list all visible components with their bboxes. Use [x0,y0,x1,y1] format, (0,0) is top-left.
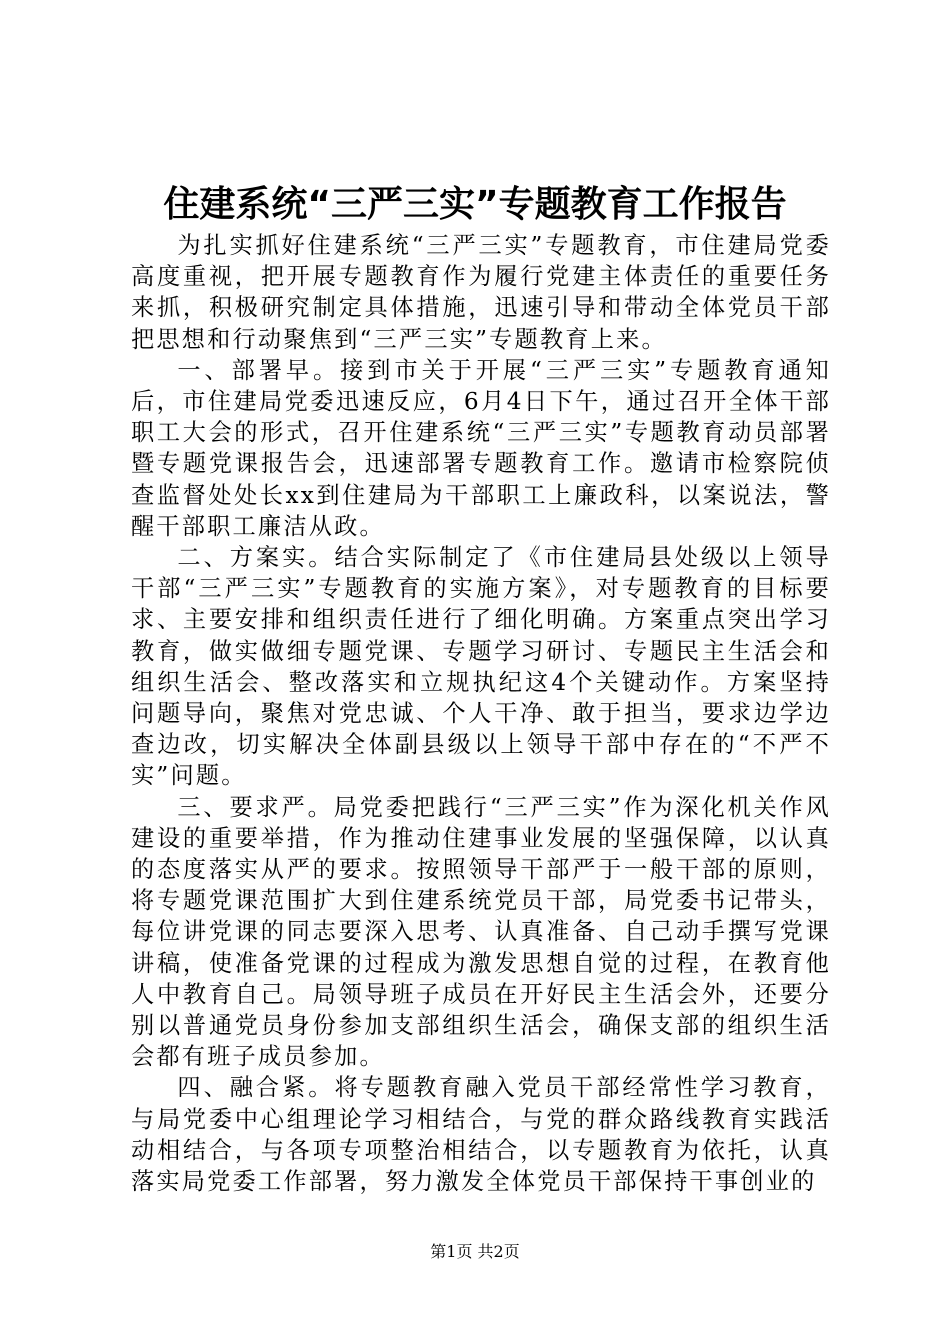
document-title: 住建系统“三严三实”专题教育工作报告 [163,184,787,225]
paragraph-section-2: 二、方案实。结合实际制定了《市住建局县处级以上领导干部“三严三实”专题教育的实施方案》，对专题教育的目标要求、主要安排和组织责任进行了细化明确。方案重点突出学习教育，做实做细专题党课、专题学习研讨、专题民主生活会和组织生活会、整改落实和立规执纪这4个关键动作。方案坚持问题导向，聚焦对党忠诚、个人干净、敢于担当，要求边学边查边改，切实解决全体副县级以上领导干部中存在的“不严不实”问题。 [131,544,831,790]
paragraph-section-4: 四、融合紧。将专题教育融入党员干部经常性学习教育，与局党委中心组理论学习相结合，与党的群众路线教育实践活动相结合，与各项专项整治相结合，以专题教育为依托，认真落实局党委工作部署，努力激发全体党员干部保持干事创业的 [131,1074,831,1196]
paragraph-intro: 为扎实抓好住建系统“三严三实”专题教育，市住建局党委高度重视，把开展专题教育作为履行党建主体责任的重要任务来抓，积极研究制定具体措施，迅速引导和带动全体党员干部把思想和行动聚焦到“三严三实”专题教育上来。 [131,232,831,353]
paragraph-section-3: 三、要求严。局党委把践行“三严三实”作为深化机关作风建设的重要举措，作为推动住建事业发展的坚强保障，以认真的态度落实从严的要求。按照领导干部严于一般干部的原则，将专题党课范围扩大到住建系统党员干部，局党委书记带头，每位讲党课的同志要深入思考、认真准备、自己动手撰写党课讲稿，使准备党课的过程成为激发思想自觉的过程，在教育他人中教育自己。局领导班子成员在开好民主生活会外，还要分别以普通党员身份参加支部组织生活会，确保支部的组织生活会都有班子成员参加。 [131,793,831,1071]
document-body [131,230,831,1197]
paragraph-section-1: 一、部署早。接到市关于开展“三严三实”专题教育通知后，市住建局党委迅速反应，6月4日下午，通过召开全体干部职工大会的形式，召开住建系统“三严三实”专题教育动员部署暨专题党课报告会，迅速部署专题教育工作。邀请市检察院侦查监督处处长xx到住建局为干部职工上廉政科，以案说法，警醒干部职工廉洁从政。 [131,356,831,540]
page-number-footer: 第1页 共2页 [430,1242,520,1261]
